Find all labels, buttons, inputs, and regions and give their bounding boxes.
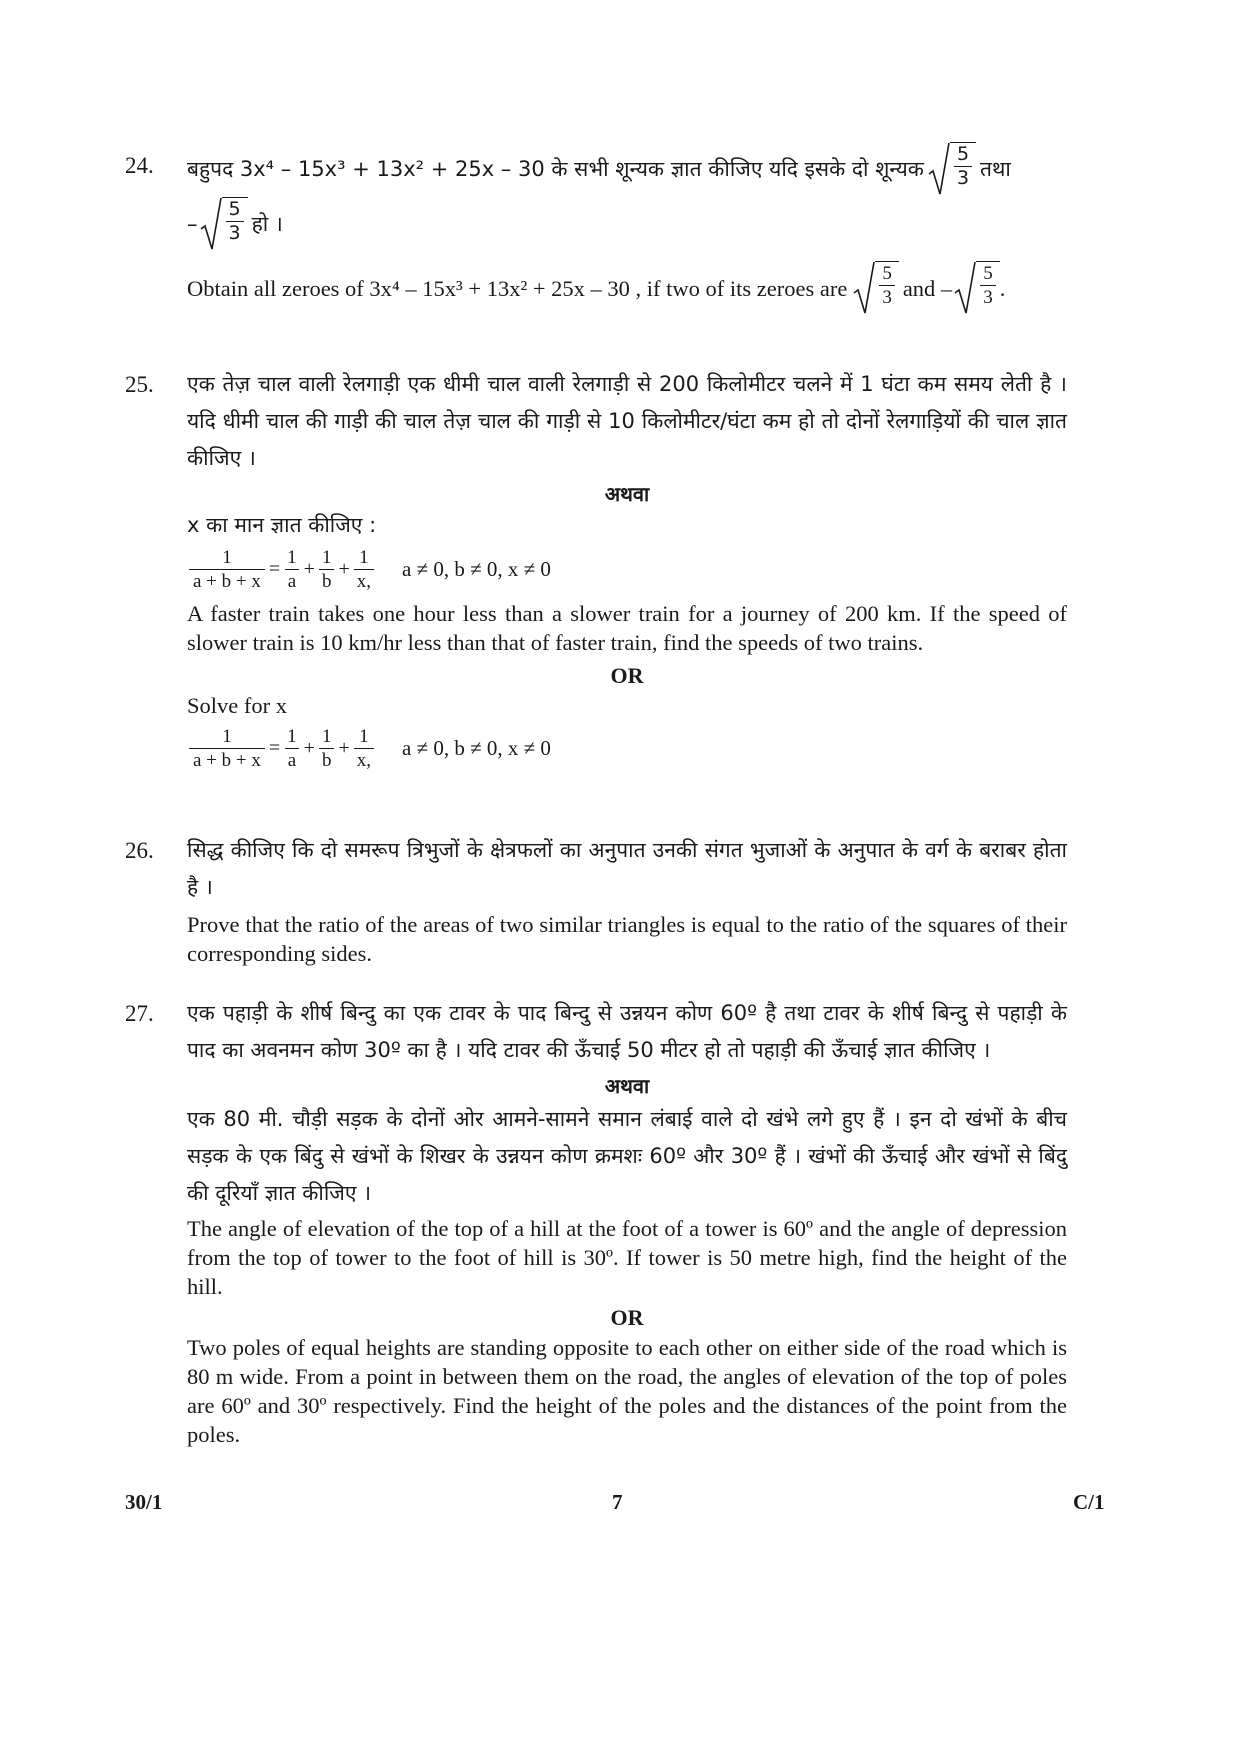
plus-sign: +: [338, 736, 350, 759]
plus-sign: +: [303, 557, 315, 580]
or-heading: OR: [610, 663, 644, 688]
equation-lhs: [189, 725, 265, 772]
question-number: 27.: [125, 1001, 154, 1026]
hindi-paragraph-2: एक 80 मी. चौड़ी सड़क के दोनों ओर आमने-सामने समान लंबाई वाले दो खंभे लगे हुए हैं । इन दो खंभों के बीच सड़क के एक बिंदु से खंभों के शिखर के उन्नयन कोण क्रमशः 60º और 30º हैं । खंभों की ऊँचाई और खंभों से बिंदु की दूरियाँ ज्ञात कीजिए ।: [187, 1107, 1067, 1205]
term-1: [284, 546, 300, 593]
hindi-paragraph: एक पहाड़ी के शीर्ष बिन्दु का एक टावर के पाद बिन्दु से उन्नयन कोण 60º है तथा टावर के शीर्ष बिन्दु से पहाड़ी के पाद का अवनमन कोण 30º का है । यदि टावर की ऊँचाई 50 मीटर हो तो पहाड़ी की ऊँचाई ज्ञात कीजिए ।: [187, 1001, 1067, 1062]
question-body: [187, 995, 1067, 1449]
or-heading: OR: [610, 1305, 644, 1330]
question-number: 26.: [125, 838, 154, 863]
denominator: a: [285, 748, 299, 772]
equation-condition: a ≠ 0, b ≠ 0, x ≠ 0: [401, 735, 551, 760]
equation-lhs: [189, 546, 265, 593]
fraction-denominator: 3: [226, 221, 244, 245]
fraction-denominator: 3: [954, 166, 972, 190]
denominator: a: [285, 569, 299, 593]
numerator: 1: [359, 546, 369, 568]
hindi-text-tatha: तथा: [980, 156, 1011, 181]
question-body: [187, 366, 1067, 776]
numerator: 1: [222, 546, 232, 568]
denominator: a + b + x: [189, 748, 265, 772]
denominator: x,: [354, 748, 374, 772]
equation-condition: a ≠ 0, b ≠ 0, x ≠ 0: [401, 556, 551, 581]
numerator: 1: [359, 725, 369, 747]
plus-sign: +: [338, 557, 350, 580]
equation: [187, 720, 1067, 776]
fraction-numerator: 5: [882, 263, 892, 284]
english-paragraph: A faster train takes one hour less than a slower train for a journey of 200 km. If the speed of slower train is 10 km/hr less than that of faster train, find the speeds of two trains.: [187, 601, 1067, 655]
footer-set: C/1: [1073, 1490, 1105, 1514]
sqrt-5-over-3: [928, 142, 976, 196]
hindi-line-2: [187, 196, 1067, 252]
english-text-and: and –: [902, 275, 953, 301]
minus-sign: –: [187, 211, 198, 236]
term-2: [319, 546, 335, 593]
athva-heading: अथवा: [604, 482, 650, 506]
term-1: [284, 725, 300, 772]
question-body: [187, 832, 1067, 968]
hindi-text: बहुपद 3x⁴ – 15x³ + 13x² + 25x – 30 के सभी शून्यक ज्ञात कीजिए यदि इसके दो शून्यक: [187, 156, 924, 181]
denominator: x,: [354, 569, 374, 593]
equals-sign: =: [268, 736, 281, 759]
page-number: 7: [612, 1490, 623, 1514]
fraction-numerator: 5: [228, 198, 241, 220]
term-2: [319, 725, 335, 772]
sqrt-5-over-3: [954, 261, 1000, 315]
equation: [187, 541, 1067, 597]
english-paragraph: The angle of elevation of the top of a hill at the foot of a tower is 60º and the angle of depression from the top of tower to the foot of hill is 30º. If tower is 50 metre high, find the height of the hill.: [187, 1216, 1067, 1299]
english-text-end: .: [999, 275, 1006, 301]
numerator: 1: [287, 546, 297, 568]
english-line: [187, 260, 1067, 316]
footer-code: 30/1: [125, 1490, 163, 1514]
plus-sign: +: [303, 736, 315, 759]
english-paragraph: Prove that the ratio of the areas of two similar triangles is equal to the ratio of the squares of their corresponding sides.: [187, 912, 1067, 966]
numerator: 1: [287, 725, 297, 747]
athva-heading: अथवा: [604, 1074, 650, 1098]
hindi-line-1: [187, 143, 1067, 190]
fraction-denominator: 3: [879, 285, 895, 309]
hindi-solve-label: x का मान ज्ञात कीजिए :: [187, 513, 377, 537]
fraction-numerator: 5: [983, 263, 993, 284]
numerator: 1: [321, 725, 332, 747]
question-body: [187, 143, 1067, 316]
english-text: Obtain all zeroes of 3x⁴ – 15x³ + 13x² + 25x – 30 , if two of its zeroes are: [187, 275, 848, 301]
question-number: 25.: [125, 372, 154, 397]
fraction-denominator: 3: [980, 285, 996, 309]
equals-sign: =: [268, 557, 281, 580]
numerator: 1: [321, 546, 332, 568]
question-number: 24.: [125, 153, 154, 178]
hindi-text-ho: हो ।: [251, 211, 283, 236]
denominator: a + b + x: [189, 569, 265, 593]
sqrt-5-over-3: [200, 197, 248, 251]
english-solve-label: Solve for x: [187, 693, 287, 718]
fraction-numerator: 5: [956, 143, 970, 165]
sqrt-5-over-3: [853, 261, 899, 315]
hindi-paragraph: सिद्ध कीजिए कि दो समरूप त्रिभुजों के क्षेत्रफलों का अनुपात उनकी संगत भुजाओं के अनुपात के वर्ग के बराबर होता है ।: [187, 838, 1067, 899]
english-paragraph-2: Two poles of equal heights are standing opposite to each other on either side of the road which is 80 m wide. From a point in between them on the road, the angles of elevation of the top of poles are 60º and 30º respectively. Find the height of the poles and the distances of the point from the poles.: [187, 1335, 1067, 1447]
hindi-paragraph: एक तेज़ चाल वाली रेलगाड़ी एक धीमी चाल वाली रेलगाड़ी से 200 किलोमीटर चलने में 1 घंटा कम समय लेती है । यदि धीमी चाल की गाड़ी की चाल तेज़ चाल की गाड़ी से 10 किलोमीटर/घंटा कम हो तो दोनों रेलगाड़ियों की चाल ज्ञात कीजिए ।: [187, 372, 1067, 470]
term-3: [354, 546, 374, 593]
numerator: 1: [222, 725, 232, 747]
denominator: b: [319, 748, 335, 772]
term-3: [354, 725, 374, 772]
denominator: b: [319, 569, 335, 593]
